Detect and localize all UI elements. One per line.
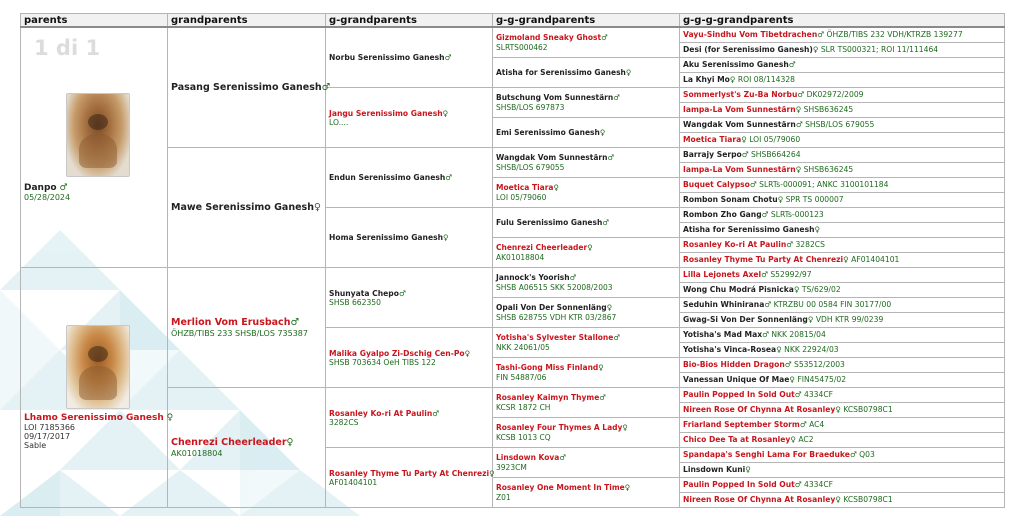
g-g-g-grandparent-cell[interactable] [680, 193, 1005, 208]
registration-number: LO.... [329, 117, 349, 127]
registration-number: DK02972/2009 [806, 90, 864, 99]
registration-number: SLRTs-000123 [770, 210, 824, 219]
sex-symbol: ♂ [849, 450, 857, 459]
sex-symbol: ♂ [613, 332, 621, 342]
registration-number: SHSB 628755 VDH KTR 03/2867 [496, 312, 617, 322]
sex-symbol: ♂ [799, 420, 807, 429]
parent-color: Sable [24, 441, 47, 450]
g-g-g-grandparent-cell[interactable] [680, 58, 1005, 73]
sex-symbol: ♀ [166, 413, 174, 423]
parent-date: 09/17/2017 [24, 432, 71, 441]
dog-name: Iampa-La Vom Sunnestärn [683, 165, 796, 174]
dog-name: Desi (for Serenissimo Ganesh) [683, 45, 813, 54]
g-g-g-grandparent-cell[interactable] [680, 328, 1005, 343]
dog-name: Chenrezi Cheerleader [496, 242, 588, 252]
registration-number: 4334CF [804, 480, 834, 489]
registration-number: ROI 08/114328 [737, 75, 795, 84]
header-row [21, 14, 1005, 28]
g-g-grandparent-cell[interactable] [493, 388, 680, 418]
header-g-g-grandparents: g-g-grandparents [493, 14, 680, 28]
sex-symbol: ♀ [814, 225, 821, 234]
g-g-grandparent-cell[interactable] [493, 478, 680, 508]
sex-symbol: ♂ [602, 217, 610, 227]
dog-name: Rosanley Thyme Tu Party At Chenrezi [683, 255, 844, 264]
sex-symbol: ♀ [599, 127, 606, 137]
sex-symbol: ♂ [784, 360, 792, 369]
sex-symbol: ♀ [807, 315, 814, 324]
g-g-grandparent-cell[interactable] [493, 178, 680, 208]
sex-symbol: ♀ [587, 242, 593, 252]
g-grandparent-cell[interactable] [326, 268, 493, 328]
page-indicator: 1 di 1 [34, 36, 101, 60]
sex-symbol: ♀ [776, 345, 782, 354]
g-g-grandparent-cell[interactable] [493, 27, 680, 58]
dog-name: Moetica Tiara [496, 182, 554, 192]
g-g-g-grandparent-cell[interactable] [680, 478, 1005, 493]
registration-number: LOI 05/79060 [749, 135, 801, 144]
g-grandparent-cell[interactable] [326, 148, 493, 208]
sex-symbol: ♂ [59, 183, 68, 193]
dog-name: Paulin Popped In Sold Out [683, 480, 795, 489]
registration-number: AK01018804 [496, 252, 545, 262]
dog-name: Emi Serenissimo Ganesh [496, 127, 600, 137]
sex-symbol: ♀ [835, 405, 841, 414]
registration-number: SHSB/LOS 679055 [496, 162, 565, 172]
sex-symbol: ♀ [286, 436, 294, 448]
dog-name: Chenrezi Cheerleader [171, 436, 287, 448]
g-g-g-grandparent-cell[interactable] [680, 253, 1005, 268]
dog-name: Bio-Bios Hidden Dragon [683, 360, 785, 369]
registration-number: FIN45475/02 [797, 375, 847, 384]
dog-name: Seduhin Whinirana [683, 300, 765, 309]
sex-symbol: ♂ [601, 32, 608, 42]
registration-number: KCSB0798C1 [843, 495, 893, 504]
g-g-g-grandparent-cell[interactable] [680, 463, 1005, 478]
sex-symbol: ♀ [795, 105, 802, 114]
registration-number: S52992/97 [770, 270, 812, 279]
registration-number: NKK 22924/03 [784, 345, 839, 354]
registration-number: AC2 [798, 435, 814, 444]
registration-number: SHSB A06515 SKK 52008/2003 [496, 282, 613, 292]
g-g-grandparent-cell[interactable] [493, 118, 680, 148]
sex-symbol: ♂ [321, 82, 331, 93]
sex-symbol: ♂ [569, 272, 577, 282]
parent-cell[interactable] [21, 27, 168, 268]
g-g-g-grandparent-cell[interactable] [680, 358, 1005, 373]
dog-photo[interactable] [66, 93, 130, 177]
registration-number: 3282CS [795, 240, 825, 249]
sex-symbol: ♀ [313, 202, 321, 213]
dog-name: Gwag-Si Von Der Sonnenläng [683, 315, 808, 324]
g-g-grandparent-cell[interactable] [493, 448, 680, 478]
g-g-g-grandparent-cell[interactable] [680, 223, 1005, 238]
g-grandparent-cell[interactable] [326, 88, 493, 148]
registration-number: 3282CS [329, 417, 359, 427]
g-g-g-grandparent-cell[interactable] [680, 163, 1005, 178]
dog-name: Gizmoland Sneaky Ghost [496, 32, 602, 42]
registration-number: 3923CM [496, 462, 527, 472]
sex-symbol: ♀ [442, 108, 449, 118]
dog-name: La Khyi Mo [683, 75, 730, 84]
pedigree-row [21, 27, 1005, 43]
dog-name: Shunyata Chepo [329, 288, 399, 298]
g-g-g-grandparent-cell[interactable] [680, 448, 1005, 463]
sex-symbol: ♀ [790, 435, 796, 444]
registration-number: S53512/2003 [794, 360, 845, 369]
registration-number: Q03 [859, 450, 875, 459]
dog-name: Linsdown Kova [496, 452, 560, 462]
dog-name: Rosanley Thyme Tu Party At Chenrezi [329, 468, 490, 478]
sex-symbol: ♂ [398, 288, 406, 298]
sex-symbol: ♂ [794, 480, 802, 489]
g-g-g-grandparent-cell[interactable] [680, 148, 1005, 163]
g-g-grandparent-cell[interactable] [493, 88, 680, 118]
grandparent-cell[interactable] [168, 268, 326, 388]
registration-number: SHSB/LOS 679055 [805, 120, 875, 129]
registration-number: KCSB 1013 CQ [496, 432, 551, 442]
dog-name: Mawe Serenissimo Ganesh [171, 202, 314, 213]
dog-face [88, 114, 108, 130]
registration-number: SLRTS000462 [496, 42, 548, 52]
sex-symbol: ♂ [607, 152, 615, 162]
sex-symbol: ♂ [794, 390, 802, 399]
dog-name: Buquet Calypso [683, 180, 750, 189]
dog-name: Barrajy Serpo [683, 150, 742, 159]
registration-number: SHSB664264 [750, 150, 801, 159]
g-g-g-grandparent-cell[interactable] [680, 298, 1005, 313]
dog-name: Linsdown Kuni [683, 465, 746, 474]
registration-number: ÖHZB/TIBS 232 VDH/KTRZB 139277 [826, 30, 963, 39]
g-g-g-grandparent-cell[interactable] [680, 208, 1005, 223]
dog-name: Yotisha's Mad Max [683, 330, 763, 339]
sex-symbol: ♀ [777, 195, 784, 204]
sex-symbol: ♂ [764, 300, 772, 309]
g-g-g-grandparent-cell[interactable] [680, 313, 1005, 328]
dog-body [79, 366, 117, 400]
registration-number: SLRTs-000091; ANKC 3100101184 [759, 180, 889, 189]
sex-symbol: ♂ [445, 173, 453, 182]
dog-name: Wangdak Vom Sunnestärn [683, 120, 796, 129]
registration-number: AK01018804 [171, 448, 223, 458]
dog-name: Yotisha's Sylvester Stallone [496, 332, 614, 342]
header-g-g-g-grandparents: g-g-g-grandparents [680, 14, 1005, 28]
sex-symbol: ♀ [464, 348, 471, 358]
sex-symbol: ♂ [741, 150, 749, 159]
grandparent-cell[interactable] [168, 388, 326, 508]
registration-number: NKK 24061/05 [496, 342, 550, 352]
registration-number: AF01404101 [329, 477, 378, 487]
registration-number: 4334CF [804, 390, 834, 399]
g-g-g-grandparent-cell[interactable] [680, 133, 1005, 148]
registration-number: KCSR 1872 CH [496, 402, 551, 412]
dog-name: Iampa-La Vom Sunnestärn [683, 105, 796, 114]
sex-symbol: ♀ [745, 465, 751, 474]
sex-symbol: ♀ [622, 422, 628, 432]
registration-number: SHSB 662350 [329, 297, 381, 307]
g-grandparent-cell[interactable] [326, 27, 493, 88]
sex-symbol: ♀ [835, 495, 841, 504]
sex-symbol: ♀ [624, 482, 631, 492]
sex-symbol: ♂ [788, 60, 796, 69]
dog-face [88, 346, 108, 362]
dog-name: Rombon Sonam Chotu [683, 195, 778, 204]
dog-name: Nireen Rose Of Chynna At Rosanley [683, 405, 836, 414]
registration-number: VDH KTR 99/0239 [815, 315, 884, 324]
dog-name: Jangu Serenissimo Ganesh [329, 108, 443, 118]
sex-symbol: ♀ [598, 362, 604, 372]
dog-name: Norbu Serenissimo Ganesh [329, 53, 445, 62]
dog-name: Endun Serenissimo Ganesh [329, 173, 446, 182]
sex-symbol: ♀ [843, 255, 849, 264]
g-g-g-grandparent-cell[interactable] [680, 238, 1005, 253]
g-g-grandparent-cell[interactable] [493, 148, 680, 178]
dog-name: Butschung Vom Sunnestärn [496, 92, 614, 102]
dog-name: Moetica Tiara [683, 135, 742, 144]
dog-name: Rosanley Ko-ri At Paulin [683, 240, 787, 249]
sex-symbol: ♂ [559, 452, 567, 462]
sex-symbol: ♀ [812, 45, 819, 54]
dog-name: Yotisha's Vinca-Rosea [683, 345, 777, 354]
sex-symbol: ♂ [761, 270, 768, 279]
pedigree-row [21, 268, 1005, 283]
registration-number: SHSB/LOS 697873 [496, 102, 565, 112]
grandparent-cell[interactable] [168, 27, 331, 148]
dog-name: Chico Dee Ta at Rosanley [683, 435, 791, 444]
dog-name: Atisha for Serenissimo Ganesh [683, 225, 815, 234]
dog-name: Vayu-Sindhu Vom Tibetdrachen [683, 30, 818, 39]
dog-name: Danpo [24, 183, 57, 193]
dog-photo[interactable] [66, 325, 130, 409]
registration-number: SPR TS 000007 [785, 195, 844, 204]
dog-name: Rosanley Ko-ri At Paulin [329, 408, 433, 418]
registration-number: KTRZBU 00 0584 FIN 30177/00 [773, 300, 892, 309]
sex-symbol: ♂ [599, 392, 607, 402]
header-g-grandparents: g-grandparents [326, 14, 493, 28]
registration-number: NKK 20815/04 [771, 330, 826, 339]
parent-date: 05/28/2024 [24, 193, 71, 202]
sex-symbol: ♂ [290, 316, 299, 328]
sex-symbol: ♀ [625, 67, 632, 77]
registration-number: SLR TS000321; ROI 11/111464 [820, 45, 939, 54]
dog-name: Wong Chu Modrá Pisnicka [683, 285, 794, 294]
sex-symbol: ♀ [443, 233, 449, 242]
dog-name: Vanessan Unique Of Mae [683, 375, 790, 384]
g-g-g-grandparent-cell[interactable] [680, 88, 1005, 103]
sex-symbol: ♀ [553, 182, 559, 192]
registration-number: FIN 54887/06 [496, 372, 547, 382]
pedigree-row [21, 148, 1005, 163]
dog-name: Sommerlyst's Zu-Ba Norbu [683, 90, 798, 99]
g-grandparent-cell[interactable] [326, 388, 493, 448]
g-g-g-grandparent-cell[interactable] [680, 178, 1005, 193]
grandparent-cell[interactable] [168, 148, 326, 268]
g-g-grandparent-cell[interactable] [493, 418, 680, 448]
g-g-grandparent-cell[interactable] [493, 298, 680, 328]
dog-name: Fulu Serenissimo Ganesh [496, 217, 603, 227]
registration-number: ÖHZB/TIBS 233 SHSB/LOS 735387 [171, 328, 308, 338]
dog-body [79, 134, 117, 168]
g-grandparent-cell[interactable] [326, 448, 493, 508]
sex-symbol: ♂ [817, 30, 825, 39]
g-g-g-grandparent-cell[interactable] [680, 493, 1005, 508]
g-g-grandparent-cell[interactable] [493, 58, 680, 88]
g-g-g-grandparent-cell[interactable] [680, 388, 1005, 403]
g-g-grandparent-cell[interactable] [493, 358, 680, 388]
registration-number: SHSB636245 [803, 165, 854, 174]
sex-symbol: ♀ [729, 75, 736, 84]
sex-symbol: ♂ [444, 53, 452, 62]
sex-symbol: ♀ [789, 375, 795, 384]
registration-number: KCSB0798C1 [843, 405, 893, 414]
registration-number: LOI 05/79060 [496, 192, 547, 202]
g-g-g-grandparent-cell[interactable] [680, 343, 1005, 358]
pedigree-row [21, 388, 1005, 403]
dog-name: Malika Gyalpo Zi-Dschig Cen-Po [329, 348, 465, 358]
sex-symbol: ♂ [749, 180, 757, 189]
dog-name: Aku Serenissimo Ganesh [683, 60, 789, 69]
dog-name: Nireen Rose Of Chynna At Rosanley [683, 495, 836, 504]
registration-number: SHSB 703634 OeH TIBS 122 [329, 357, 436, 367]
g-g-g-grandparent-cell[interactable] [680, 373, 1005, 388]
dog-name: Rosanley Four Thymes A Lady [496, 422, 623, 432]
dog-name: Atisha for Serenissimo Ganesh [496, 67, 626, 77]
registration-number: AC4 [809, 420, 825, 429]
dog-name: Pasang Serenissimo Ganesh [171, 82, 322, 93]
registration-number: AF01404101 [851, 255, 900, 264]
dog-name: Homa Serenissimo Ganesh [329, 233, 444, 242]
sex-symbol: ♂ [432, 408, 440, 418]
sex-symbol: ♂ [762, 330, 769, 339]
registration-number: SHSB636245 [803, 105, 854, 114]
dog-name: Lilla Lejonets Axel [683, 270, 762, 279]
dog-name: Friarland September Storm [683, 420, 800, 429]
sex-symbol: ♂ [797, 90, 805, 99]
g-g-g-grandparent-cell[interactable] [680, 283, 1005, 298]
g-g-g-grandparent-cell[interactable] [680, 268, 1005, 283]
g-g-grandparent-cell[interactable] [493, 208, 680, 238]
g-grandparent-cell[interactable] [326, 208, 493, 268]
sex-symbol: ♀ [795, 165, 802, 174]
g-g-g-grandparent-cell[interactable] [680, 403, 1005, 418]
g-g-g-grandparent-cell[interactable] [680, 433, 1005, 448]
g-g-g-grandparent-cell[interactable] [680, 118, 1005, 133]
sex-symbol: ♂ [795, 120, 803, 129]
dog-name: Merlion Vom Erusbach [171, 316, 291, 328]
dog-name: Lhamo Serenissimo Ganesh [24, 413, 164, 423]
g-g-g-grandparent-cell[interactable] [680, 418, 1005, 433]
header-grandparents: grandparents [168, 14, 326, 28]
pedigree-table [20, 13, 1005, 508]
g-g-grandparent-cell[interactable] [493, 268, 680, 298]
sex-symbol: ♂ [761, 210, 769, 219]
g-g-grandparent-cell[interactable] [493, 238, 680, 268]
dog-name: Rosanley One Moment In Time [496, 482, 625, 492]
dog-name: Tashi-Gong Miss Finland [496, 362, 599, 372]
sex-symbol: ♀ [793, 285, 800, 294]
g-g-g-grandparent-cell[interactable] [680, 43, 1005, 58]
dog-name: Rombon Zho Gang [683, 210, 762, 219]
g-g-g-grandparent-cell[interactable] [680, 73, 1005, 88]
parent-cell[interactable] [21, 268, 174, 508]
g-g-g-grandparent-cell[interactable] [680, 27, 1005, 43]
sex-symbol: ♀ [489, 468, 495, 478]
sex-symbol: ♂ [786, 240, 794, 249]
dog-name: Jannock's Yoorish [496, 272, 570, 282]
sex-symbol: ♀ [606, 302, 613, 312]
g-g-g-grandparent-cell[interactable] [680, 103, 1005, 118]
dog-name: Paulin Popped In Sold Out [683, 390, 795, 399]
dog-name: Opali Von Der Sonnenläng [496, 302, 607, 312]
sex-symbol: ♂ [613, 92, 620, 102]
g-grandparent-cell[interactable] [326, 328, 493, 388]
dog-name: Spandapa's Senghi Lama For Braeduke [683, 450, 850, 459]
sex-symbol: ♀ [741, 135, 747, 144]
parent-reg: LOI 7185366 [24, 423, 75, 432]
registration-number: Z01 [496, 492, 511, 502]
dog-name: Wangdak Vom Sunnestärn [496, 152, 608, 162]
g-g-grandparent-cell[interactable] [493, 328, 680, 358]
dog-name: Rosanley Kaimyn Thyme [496, 392, 600, 402]
header-parents: parents [21, 14, 168, 28]
registration-number: TS/629/02 [801, 285, 841, 294]
